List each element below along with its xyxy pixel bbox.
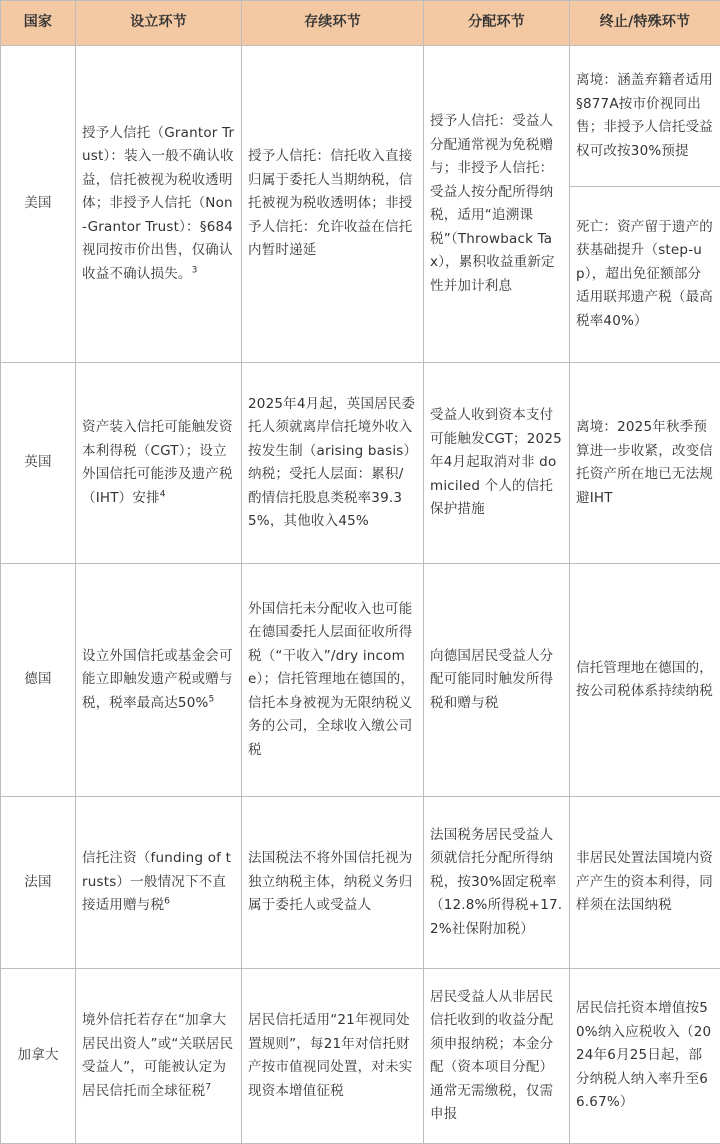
header-row	[1, 1, 720, 46]
header-setup: 设立环节	[76, 1, 242, 46]
setup-cell: 授予人信托（Grantor Trust）：装入一般不确认收益，信托被视为税收透明体；非授予人信托（Non-Grantor Trust）：§684视同按市价出售，仅确认收益不确认损失。$^3$	[76, 46, 242, 363]
continuation-cell: 居民信托适用“21年视同处置规则”，每21年对信托财产按市值视同处置，对未实现资本增值征税	[242, 969, 424, 1144]
distribution-cell: 法国税务居民受益人须就信托分配所得纳税，按30%固定税率（12.8%所得税+17.2%社保附加税）	[424, 797, 570, 969]
continuation-cell: 授予人信托：信托收入直接归属于委托人当期纳税，信托被视为税收透明体；非授予人信托：允许收益在信托内暂时递延	[242, 46, 424, 363]
distribution-cell: 向德国居民受益人分配可能同时触发所得税和赠与税	[424, 564, 570, 797]
special-cell: 离境：2025年秋季预算进一步收紧，改变信托资产所在地已无法规避IHT	[570, 363, 720, 564]
setup-cell: 境外信托若存在“加拿大居民出资人”或“关联居民受益人”，可能被认定为居民信托而全球征税$^7$	[76, 969, 242, 1144]
continuation-cell: 外国信托未分配收入也可能在德国委托人层面征收所得税（“干收入”/dry income）；信托管理地在德国的，信托本身被视为无限纳税义务的公司，全球收入缴公司税	[242, 564, 424, 797]
distribution-cell: 授予人信托：受益人分配通常视为免税赠与；非授予人信托：受益人按分配所得纳税，适用“追溯课税”（Throwback Tax），累积收益重新定性并加计利息	[424, 46, 570, 363]
table-row	[1, 46, 720, 363]
footnote-ref: 6	[164, 896, 171, 907]
header-continuation: 存续环节	[242, 1, 424, 46]
special-cell: 信托管理地在德国的，按公司税体系持续纳税	[570, 564, 720, 797]
header-country: 国家	[1, 1, 76, 46]
footnote-ref: 5	[208, 694, 215, 705]
special-cell: 非居民处置法国境内资产产生的资本利得，同样须在法国纳税	[570, 797, 720, 969]
continuation-cell: 2025年4月起，英国居民委托人须就离岸信托境外收入按发生制（arising basis）纳税；受托人层面：累积/酌情信托股息类税率39.35%，其他收入45%	[242, 363, 424, 564]
special-emigration: 离境：涵盖弃籍者适用§877A按市价视同出售；非授予人信托受益权可改按30%预提	[576, 72, 713, 159]
distribution-cell: 受益人收到资本支付可能触发CGT；2025年4月起取消对非 domiciled 个人的信托保护措施	[424, 363, 570, 564]
setup-cell: 资产装入信托可能触发资本利得税（CGT）；设立外国信托可能涉及遗产税（IHT）安排$^4$	[76, 363, 242, 564]
table-row	[1, 969, 720, 1144]
header-special: 终止/特殊环节	[570, 1, 720, 46]
header-distribution: 分配环节	[424, 1, 570, 46]
special-death: 死亡：资产留于遗产的获基础提升（step-up），超出免征额部分适用联邦遗产税（最高税率40%）	[570, 186, 720, 362]
special-cell	[570, 46, 720, 363]
special-cell: 居民信托资本增值按50%纳入应税收入（2024年6月25日起，部分纳税人纳入率升至66.67%）	[570, 969, 720, 1144]
country-cell: 美国	[1, 46, 76, 363]
footnote-ref: 4	[159, 489, 166, 499]
country-cell: 德国	[1, 564, 76, 797]
country-cell: 英国	[1, 363, 76, 564]
footnote-ref: 3	[191, 265, 198, 276]
distribution-cell: 居民受益人从非居民信托收到的收益分配须申报纳税；本金分配（资本项目分配）通常无需缴税，仅需申报	[424, 969, 570, 1144]
country-cell: 法国	[1, 797, 76, 969]
country-cell: 加拿大	[1, 969, 76, 1144]
footnote-ref: 7	[205, 1082, 212, 1092]
setup-cell: 设立外国信托或基金会可能立即触发遗产税或赠与税，税率最高达50%$^5$	[76, 564, 242, 797]
continuation-cell: 法国税法不将外国信托视为独立纳税主体，纳税义务归属于委托人或受益人	[242, 797, 424, 969]
setup-cell: 信托注资（funding of trusts）一般情况下不直接适用赠与税$^6$	[76, 797, 242, 969]
table-row	[1, 564, 720, 797]
table-row	[1, 363, 720, 564]
table-row	[1, 797, 720, 969]
